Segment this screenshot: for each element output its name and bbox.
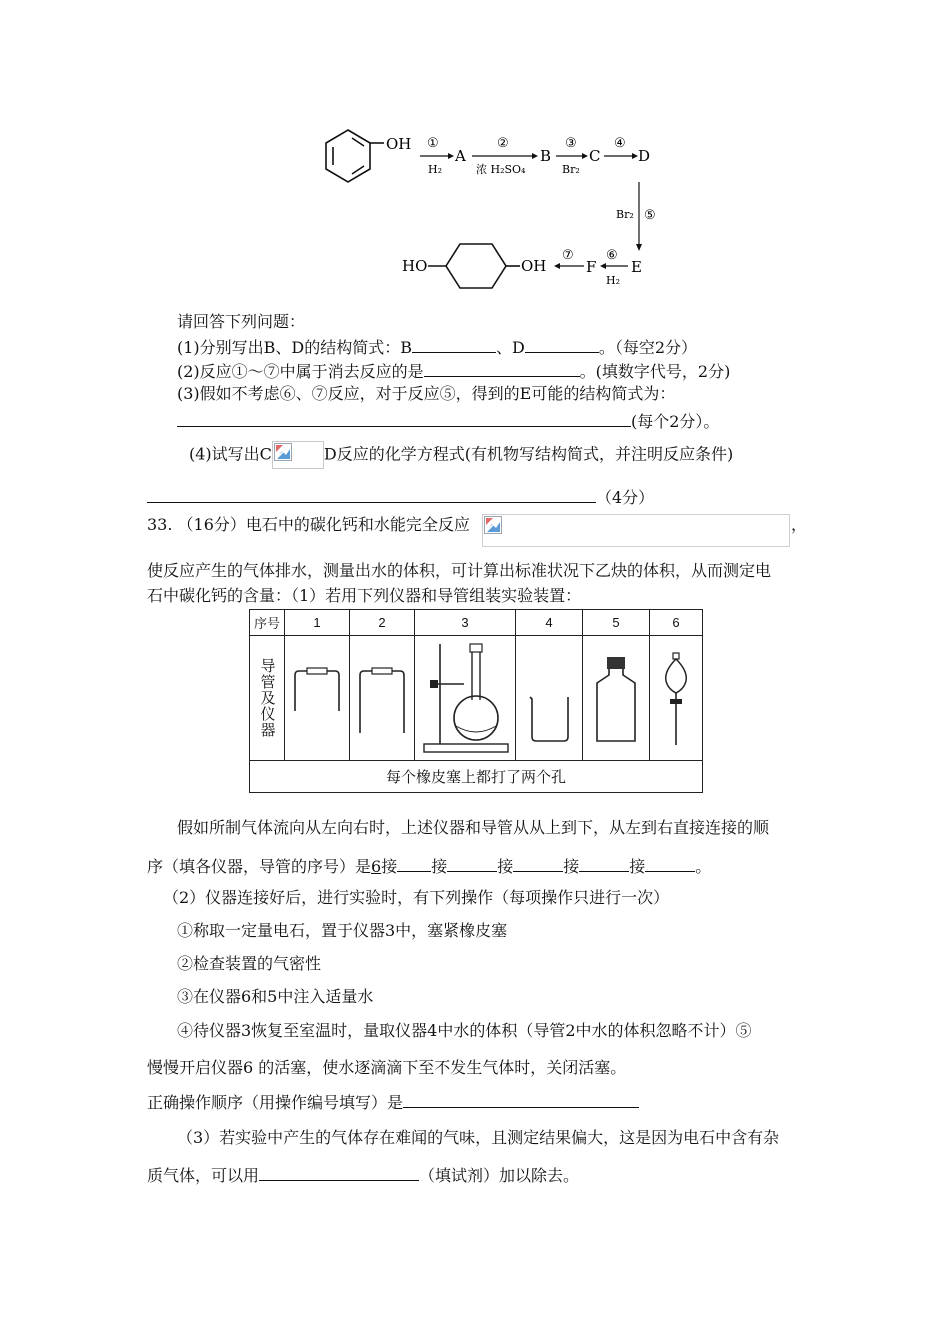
q33-order-line	[147, 1091, 639, 1113]
product-oh: OH	[521, 257, 547, 275]
q32-part2-text-a: (2)反应①～⑦中属于消去反应的是	[177, 362, 424, 381]
q32-part4	[189, 441, 733, 469]
operation-3: ③在仪器6和5中注入适量水	[177, 987, 374, 1006]
answer-blank-d[interactable]	[525, 336, 599, 353]
q33-p1-end: 。	[695, 857, 712, 876]
q32-part1	[177, 336, 697, 358]
q32-part3-answer-line	[177, 410, 719, 432]
q32-part2-text-b: 。(填数字代号，2分)	[579, 362, 731, 381]
step-1-label: ①	[427, 136, 439, 151]
answer-blank-reagent[interactable]	[259, 1164, 419, 1181]
apparatus-2-cell	[350, 636, 415, 761]
q33-line2: 使反应产生的气体排水，测量出水的体积，可计算出标准状况下乙炔的体积，从而测定电	[147, 561, 772, 580]
table-col-6: 6	[650, 610, 703, 636]
q33-order-text: 正确操作顺序（用操作编号填写）是	[147, 1093, 404, 1112]
table-col-2: 2	[350, 610, 415, 636]
connector-4: 接	[563, 857, 580, 876]
q32-part4-answer-line	[147, 486, 654, 508]
reaction-scheme	[300, 120, 720, 300]
sequence-blank-4[interactable]	[579, 855, 629, 872]
sequence-first-item: 6	[371, 857, 382, 876]
q33-part3-line2	[147, 1164, 579, 1186]
sequence-blank-3[interactable]	[513, 855, 563, 872]
reagent-2: 浓 H₂SO₄	[476, 163, 526, 176]
step-6-label: ⑥	[606, 248, 618, 263]
bent-tube-long-icon	[352, 641, 412, 751]
q33-intro-text: 33. （16分）电石中的碳化钙和水能完全反应	[147, 515, 470, 534]
connector-5: 接	[629, 857, 646, 876]
q33-part3-line1: （3）若实验中产生的气体存在难闻的气味，且测定结果偏大，这是因为电石中含有杂	[177, 1128, 780, 1147]
reaction-equation-image	[482, 514, 790, 547]
compound-b: B	[540, 147, 552, 165]
compound-f: F	[586, 258, 597, 276]
apparatus-table	[249, 609, 703, 793]
q32-intro: 请回答下列问题：	[177, 312, 306, 331]
q32-part1-text-a: (1)分别写出B、D的结构简式：B	[177, 338, 413, 357]
connector-1: 接	[381, 857, 398, 876]
q33-line1-comma: ，	[791, 515, 808, 534]
bent-tube-short-icon	[287, 641, 347, 751]
q32-part3-score: (每个2分）。	[631, 412, 720, 431]
answer-blank-elimination[interactable]	[424, 360, 580, 377]
q32-part4-text-b: D反应的化学方程式(有机物写结构简式，并注明反应条件)	[323, 444, 734, 464]
apparatus-3-cell	[415, 636, 516, 761]
reagent-3: Br₂	[562, 163, 580, 176]
operation-2: ②检查装置的气密性	[177, 954, 322, 973]
table-row-label	[250, 636, 285, 761]
product-ho: HO	[402, 257, 428, 275]
table-col-4: 4	[516, 610, 583, 636]
operation-4: ④待仪器3恢复至室温时，量取仪器4中水的体积（导管2中水的体积忽略不计）⑤	[177, 1021, 752, 1040]
q33-line1	[147, 515, 470, 535]
answer-blank-e-structures[interactable]	[177, 410, 631, 427]
beaker-icon	[518, 641, 580, 751]
step-5-label: ⑤	[644, 208, 656, 223]
connector-2: 接	[431, 857, 448, 876]
step-7-label: ⑦	[562, 248, 574, 263]
step-2-label: ②	[497, 136, 509, 151]
wide-mouth-bottle-icon	[585, 641, 647, 751]
q32-part1-text-b: 、D	[496, 338, 525, 357]
apparatus-4-cell	[516, 636, 583, 761]
phenol-oh: OH	[386, 135, 412, 153]
apparatus-1-cell	[285, 636, 350, 761]
compound-e: E	[631, 258, 642, 276]
answer-blank-c-to-d-equation[interactable]	[147, 486, 596, 503]
cyclohexanediol-structure	[428, 244, 520, 288]
answer-blank-order[interactable]	[403, 1091, 639, 1108]
apparatus-5-cell	[583, 636, 650, 761]
compound-d: D	[638, 147, 651, 165]
table-col-5: 5	[583, 610, 650, 636]
sequence-blank-1[interactable]	[397, 855, 431, 872]
q33-part2-intro: （2）仪器连接好后，进行实验时，有下列操作（每项操作只进行一次）	[163, 888, 670, 907]
q32-part1-text-c: 。（每空2分）	[598, 338, 698, 357]
compound-a: A	[455, 147, 466, 165]
operation-1: ①称取一定量电石，置于仪器3中，塞紧橡皮塞	[177, 921, 508, 940]
apparatus-6-cell	[650, 636, 703, 761]
q32-part2	[177, 360, 730, 382]
sequence-blank-5[interactable]	[645, 855, 695, 872]
reagent-5: Br₂	[616, 208, 634, 221]
connector-3: 接	[497, 857, 514, 876]
table-col-1: 1	[285, 610, 350, 636]
q33-p1-sequence-prefix: 序（填各仪器，导管的序号）是	[147, 857, 372, 876]
q33-p1-line1: 假如所制气体流向从左向右时，上述仪器和导管从从上到下，从左到右直接连接的顺	[177, 818, 770, 837]
q32-part4-score: （4分）	[596, 488, 655, 507]
q32-part3: (3)假如不考虑⑥、⑦反应，对于反应⑤，得到的E可能的结构简式为：	[177, 384, 676, 403]
q33-part3-text-a: 质气体，可以用	[147, 1166, 260, 1185]
phenol-structure	[326, 130, 384, 182]
row-label-text: 导管及仪器	[258, 657, 276, 738]
operation-5: 慢慢开启仪器6 的活塞，使水逐滴滴下至不发生气体时，关闭活塞。	[147, 1058, 627, 1077]
q32-part4-text-a: (4)试写出C	[189, 444, 272, 464]
table-header-label: 序号	[250, 610, 285, 636]
q33-line3: 石中碳化钙的含量：（1）若用下列仪器和导管组装实验装置：	[147, 586, 582, 605]
answer-blank-b[interactable]	[412, 336, 496, 353]
flask-on-stand-icon	[416, 636, 514, 756]
q33-p1-line2	[147, 855, 711, 877]
table-footer-note: 每个橡皮塞上都打了两个孔	[250, 760, 703, 792]
q33-part3-text-b: （填试剂）加以除去。	[419, 1166, 580, 1185]
broken-image-icon	[484, 516, 502, 534]
separatory-funnel-icon	[652, 641, 700, 751]
reagent-1: H₂	[428, 163, 443, 176]
step-3-label: ③	[565, 136, 577, 151]
reagent-6: H₂	[606, 274, 621, 287]
sequence-blank-2[interactable]	[447, 855, 497, 872]
compound-c: C	[589, 147, 601, 165]
table-col-3: 3	[415, 610, 516, 636]
broken-image-icon	[272, 441, 324, 469]
step-4-label: ④	[614, 136, 626, 151]
